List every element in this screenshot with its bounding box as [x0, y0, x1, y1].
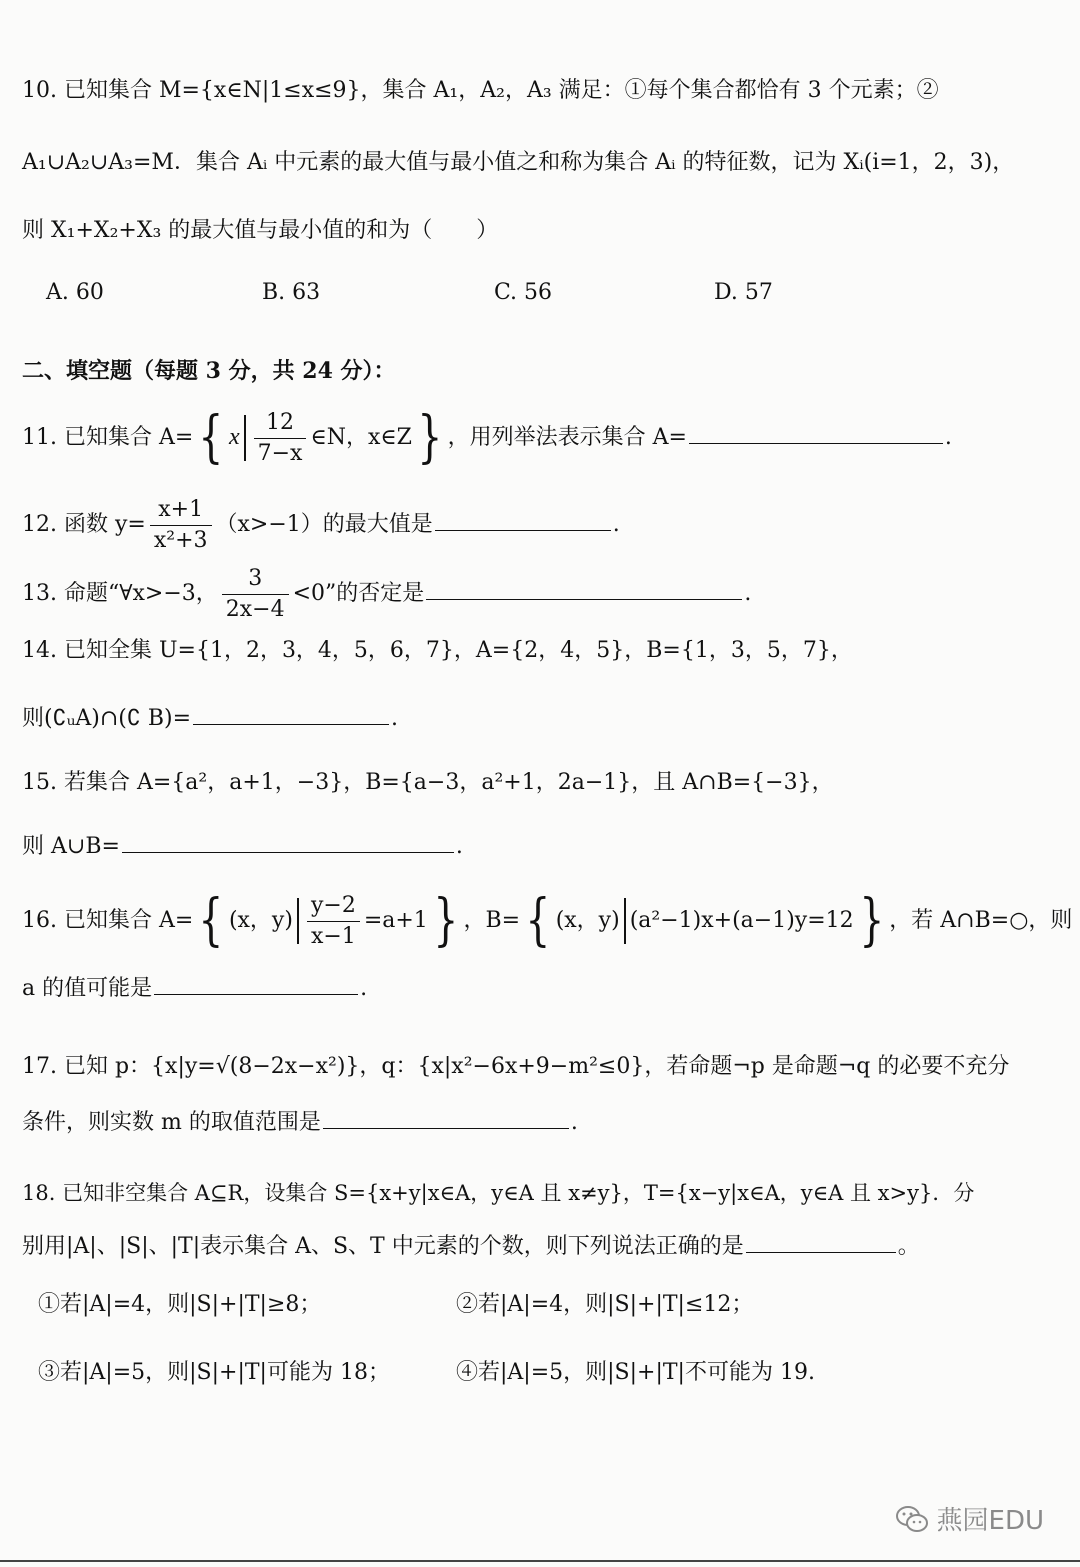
q16-a-bar: [297, 898, 299, 944]
q12-answer-blank: [435, 506, 611, 531]
q15-answer-blank: [122, 828, 454, 853]
q14-answer-blank: [193, 700, 389, 725]
q16-b-bar: [624, 898, 626, 944]
q18-answer-blank: [746, 1228, 896, 1253]
bottom-rule: [0, 1560, 1080, 1562]
q10-choice-c: C. 56: [494, 280, 553, 305]
q11-set-var: x: [228, 424, 240, 450]
q11-left-brace: {: [198, 405, 224, 470]
q11-answer-blank: [689, 419, 943, 444]
q13-end: .: [744, 581, 752, 606]
q16-a-elem: (x，y): [228, 908, 293, 933]
q10-choice-d: D. 57: [714, 280, 773, 305]
q13-prefix: 13. 命题“∀x>−3，: [22, 581, 218, 606]
watermark: [895, 1500, 1044, 1537]
q16-answer-blank: [154, 970, 358, 995]
q16-a-right-brace: }: [433, 888, 459, 953]
q11-fraction: [254, 408, 307, 469]
q16-b-elem: (x，y): [555, 908, 620, 933]
q16-b-cond: (a²−1)x+(a−1)y=12: [629, 908, 854, 933]
q12-fraction: [150, 495, 212, 556]
q16-frac-den: x−1: [310, 923, 356, 949]
q12-frac-num: x+1: [150, 495, 212, 526]
q11-frac-den: 7−x: [257, 440, 303, 466]
q18-line2: [22, 1228, 1060, 1262]
q11: [22, 402, 1060, 473]
watermark-text: 燕园EDU: [936, 1506, 1044, 1536]
q11-end: .: [944, 425, 952, 450]
q15-line1: 15. 若集合 A={a²，a+1，−3}，B={a−3，a²+1，2a−1}，且 A∩B={−3}，: [22, 770, 834, 795]
q12-frac-den: x²+3: [153, 527, 208, 553]
q14-line2: [22, 700, 1060, 734]
q16-b-prefix: ，B=: [463, 908, 521, 933]
q16-b-left-brace: {: [525, 888, 551, 953]
q16-suffix: ，若 A∩B=○，则: [889, 908, 1073, 933]
q15-line2-text: 则 A∪B=: [22, 834, 120, 859]
q13: [22, 562, 1060, 626]
q17-answer-blank: [323, 1104, 569, 1129]
q16-a-left-brace: {: [198, 888, 224, 953]
q16-frac-num: y−2: [307, 891, 360, 922]
q11-prefix: 11. 已知集合 A=: [22, 425, 194, 450]
wechat-icon: [895, 1504, 929, 1534]
q15-line2: [22, 828, 1060, 862]
q16-line2-text: a 的值可能是: [22, 976, 153, 1001]
q16-a-cond: =a+1: [363, 908, 428, 933]
q13-fraction: [222, 564, 289, 625]
q13-frac-num: 3: [222, 564, 289, 595]
q10-line1: 10. 已知集合 M={x∈N|1≤x≤9}，集合 A₁，A₂，A₃ 满足：①每个集合都恰有 3 个元素；②: [22, 78, 939, 103]
q13-frac-den: 2x−4: [225, 596, 285, 622]
q17-line1: 17. 已知 p：{x|y=√(8−2x−x²)}，q：{x|x²−6x+9−m²≤0}，若命题¬p 是命题¬q 的必要不充分: [22, 1054, 1010, 1079]
q11-frac-num: 12: [254, 408, 307, 439]
q17-line2-text: 条件，则实数 m 的取值范围是: [22, 1110, 321, 1135]
q12-end: .: [612, 512, 620, 537]
q17-end: .: [570, 1110, 578, 1135]
q18-line2-text: 别用|A|、|S|、|T|表示集合 A、S、T 中元素的个数，则下列说法正确的是: [22, 1234, 744, 1259]
q18-end: 。: [897, 1234, 920, 1259]
q14-line1: 14. 已知全集 U={1，2，3，4，5，6，7}，A={2，4，5}，B={1，3，5，7}，: [22, 638, 853, 663]
section-title: 二、填空题（每题 3 分，共 24 分）：: [22, 358, 396, 384]
q16: [22, 886, 1073, 956]
q10-choice-b: B. 63: [262, 280, 321, 305]
q11-cond: ∈N，x∈Z: [310, 425, 412, 450]
q16-prefix: 16. 已知集合 A=: [22, 908, 194, 933]
q14-end: .: [391, 706, 399, 731]
q18-option-1: ①若|A|=4，则|S|+|T|≥8；: [38, 1292, 322, 1317]
q16-b-right-brace: }: [859, 888, 884, 953]
q16-line2: [22, 970, 1060, 1004]
q10-choice-a: A. 60: [46, 280, 104, 305]
q13-cond: <0”的否定是: [292, 581, 425, 606]
q16-end: .: [360, 976, 368, 1001]
q17-line2: [22, 1104, 1060, 1138]
q18-option-4: ④若|A|=5，则|S|+|T|不可能为 19.: [456, 1360, 815, 1385]
q13-answer-blank: [426, 575, 742, 600]
q11-set-bar: [244, 415, 246, 461]
q12-prefix: 12. 函数 y=: [22, 512, 146, 537]
q15-end: .: [455, 834, 463, 859]
q12-cond: （x>−1）的最大值是: [215, 512, 433, 537]
q10-line3: 则 X₁+X₂+X₃ 的最大值与最小值的和为（ ）: [22, 218, 499, 243]
q18-line1: 18. 已知非空集合 A⊆R，设集合 S={x+y|x∈A，y∈A 且 x≠y}，T={x−y|x∈A，y∈A 且 x>y}．分: [22, 1181, 975, 1205]
q11-suffix: ，用列举法表示集合 A=: [447, 425, 687, 450]
q18-option-2: ②若|A|=4，则|S|+|T|≤12；: [456, 1292, 754, 1317]
q18-option-3: ③若|A|=5，则|S|+|T|可能为 18；: [38, 1360, 390, 1385]
q16-fraction: [307, 891, 360, 952]
q11-right-brace: }: [417, 405, 443, 470]
q12: [22, 492, 1060, 558]
q14-line2-text: 则(∁ᵤA)∩(∁ B)=: [22, 706, 192, 731]
q10-line2: A₁∪A₂∪A₃=M．集合 Aᵢ 中元素的最大值与最小值之和称为集合 Aᵢ 的特征数，记为 Xᵢ(i=1，2，3)，: [22, 150, 1015, 175]
